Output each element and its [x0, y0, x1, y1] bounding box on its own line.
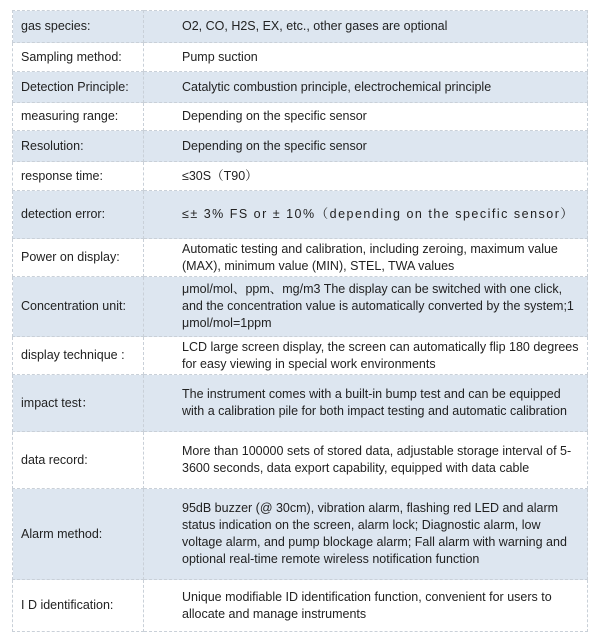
spec-value: Automatic testing and calibration, including zeroing, maximum value (MAX), minimum value (MIN), STEL, TWA values: [144, 239, 588, 277]
table-row: [13, 432, 588, 489]
table-row: [13, 489, 588, 580]
table-row: [13, 11, 588, 43]
table-row: [13, 131, 588, 162]
table-row: [13, 103, 588, 131]
spec-label: I D identification:: [13, 580, 144, 632]
table-row: [13, 191, 588, 239]
spec-label: display technique :: [13, 337, 144, 375]
table-row: [13, 162, 588, 191]
table-row: [13, 43, 588, 72]
spec-label: Power on display:: [13, 239, 144, 277]
spec-label: Resolution:: [13, 131, 144, 162]
spec-value: 95dB buzzer (@ 30cm), vibration alarm, flashing red LED and alarm status indication on the screen, alarm lock; Diagnostic alarm, low voltage alarm, and pump blockage alarm; Fall alarm with warning and optional real-time remote wireless notification function: [144, 489, 588, 580]
spec-value: Unique modifiable ID identification function, convenient for users to allocate and manage instruments: [144, 580, 588, 632]
spec-label: Concentration unit:: [13, 277, 144, 337]
spec-value: μmol/mol、ppm、mg/m3 The display can be switched with one click, and the concentration value is automatically converted by the system;1 μmol/mol=1ppm: [144, 277, 588, 337]
spec-label: measuring range:: [13, 103, 144, 131]
spec-label: response time:: [13, 162, 144, 191]
table-row: [13, 239, 588, 277]
spec-table: [12, 10, 588, 632]
spec-label: impact test：: [13, 375, 144, 432]
spec-value: O2, CO, H2S, EX, etc., other gases are optional: [144, 11, 588, 43]
spec-label: Alarm method:: [13, 489, 144, 580]
spec-value: The instrument comes with a built-in bump test and can be equipped with a calibration pile for both impact testing and automatic calibration: [144, 375, 588, 432]
table-row: [13, 337, 588, 375]
spec-value: Depending on the specific sensor: [144, 131, 588, 162]
spec-label: Sampling method:: [13, 43, 144, 72]
spec-value: ≤30S（T90）: [144, 162, 588, 191]
spec-label: gas species:: [13, 11, 144, 43]
spec-label: data record:: [13, 432, 144, 489]
spec-value: LCD large screen display, the screen can automatically flip 180 degrees for easy viewing in special work environments: [144, 337, 588, 375]
table-row: [13, 375, 588, 432]
spec-value: Depending on the specific sensor: [144, 103, 588, 131]
spec-value: ≤± 3% FS or ± 10%（depending on the specific sensor）: [144, 191, 588, 239]
table-row: [13, 580, 588, 632]
spec-value: More than 100000 sets of stored data, adjustable storage interval of 5-3600 seconds, data export capability, equipped with data cable: [144, 432, 588, 489]
spec-label: detection error:: [13, 191, 144, 239]
spec-value: Pump suction: [144, 43, 588, 72]
table-row: [13, 72, 588, 103]
spec-value: Catalytic combustion principle, electrochemical principle: [144, 72, 588, 103]
table-row: [13, 277, 588, 337]
spec-label: Detection Principle:: [13, 72, 144, 103]
